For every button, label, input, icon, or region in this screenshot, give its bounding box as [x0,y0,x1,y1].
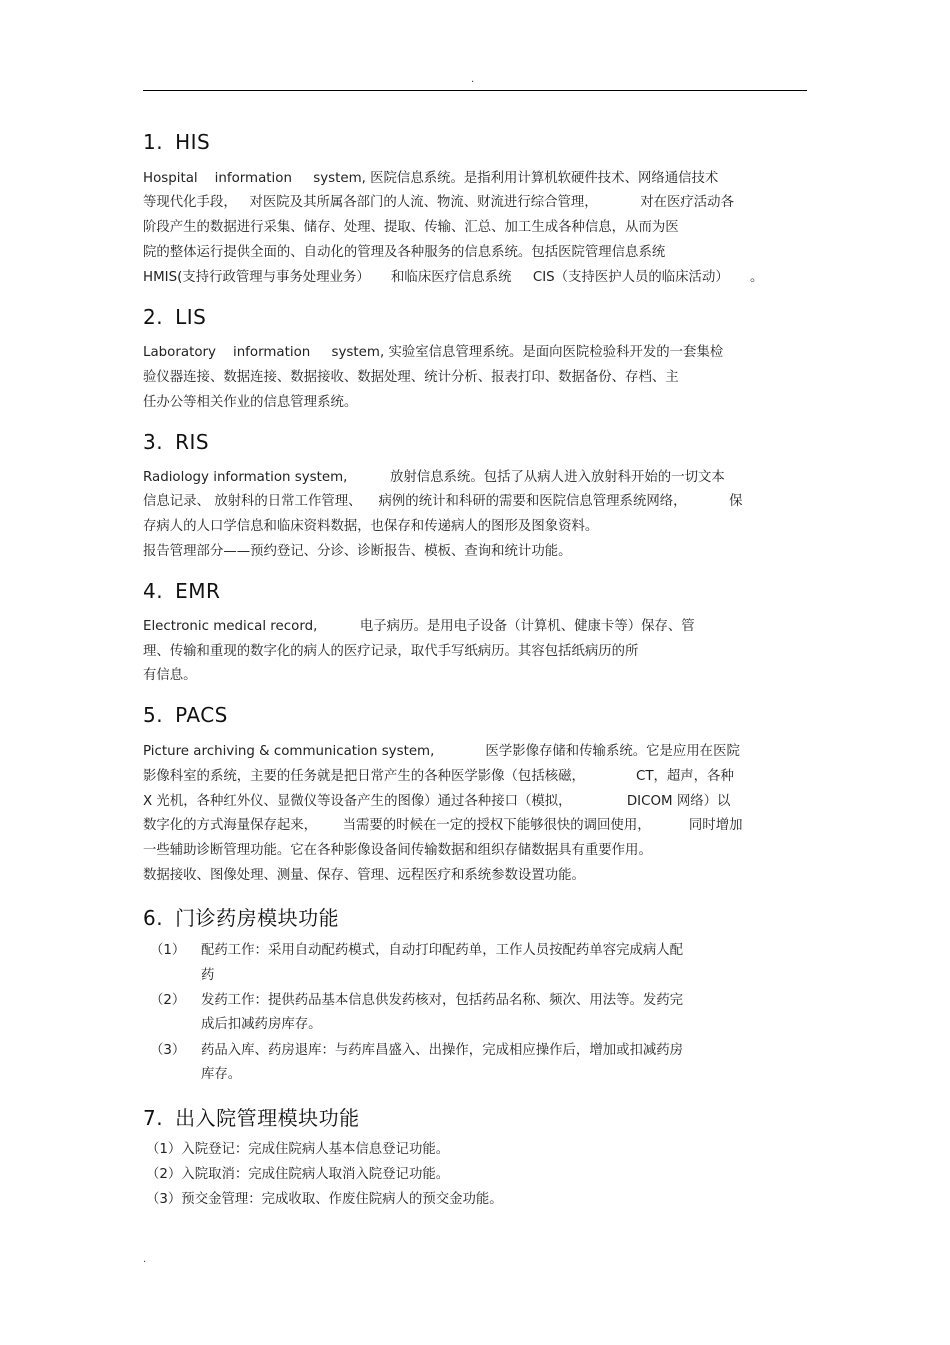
section-number: 1. [143,130,164,154]
paragraph-line: 一些辅助诊断管理功能。它在各种影像设备间传输数据和组织存储数据具有重要作用。 [143,843,652,858]
list-item-line: 配药工作：采用自动配药模式，自动打印配药单，工作人员按配药单容完成病人配 [201,943,684,958]
section-number: 6. [143,906,164,930]
header-dot: . [471,74,475,85]
paragraph-line: X 光机，各种红外仪、显微仪等设备产生的图像）通过各种接口（模拟， DICOM 网络）以 [143,794,731,809]
paragraph-line: 报告管理部分——预约登记、分诊、诊断报告、模板、查询和统计功能。 [143,544,572,559]
header-rule [143,90,807,91]
footer-dot: . [143,1254,147,1265]
section-title: HIS [175,130,211,154]
paragraph-line: 阶段产生的数据进行采集、储存、处理、提取、传输、汇总、加工生成各种信息，从而为医 [143,220,679,235]
paragraph-line: 任办公等相关作业的信息管理系统。 [143,395,358,410]
list-item: （2）入院取消：完成住院病人取消入院登记功能。 [146,1167,450,1182]
section-title: PACS [175,703,228,727]
paragraph-line: 等现代化手段， 对医院及其所属各部门的人流、物流、财流进行综合管理， 对在医疗活动各 [143,195,734,210]
list-item: （3）预交金管理：完成收取、作废住院病人的预交金功能。 [146,1192,503,1207]
section-heading-ris [143,430,209,454]
paragraph-line: 理、传输和重现的数字化的病人的医疗记录，取代手写纸病历。其容包括纸病历的所 [143,644,639,659]
section-number: 2. [143,305,164,329]
section-title: RIS [175,430,210,454]
list-item: （1）入院登记：完成住院病人基本信息登记功能。 [146,1142,450,1157]
list-item-line: 药 [201,968,215,983]
paragraph-line: 信息记录、 放射科的日常工作管理、 病例的统计和科研的需要和医院信息管理系统网络， 保 [143,494,743,509]
section-number: 7. [143,1106,164,1130]
list-item-line: 库存。 [201,1067,242,1082]
paragraph-line: 影像科室的系统，主要的任务就是把日常产生的各种医学影像（包括核磁， CT，超声，各种 [143,769,734,784]
list-item-line: 药品入库、药房退库：与药库昌盛入、出操作，完成相应操作后，增加或扣减药房 [201,1043,684,1058]
paragraph-line: 有信息。 [143,668,197,683]
paragraph-line: Picture archiving & communication system, 医学影像存储和传输系统。它是应用在医院 [143,744,740,759]
section-number: 3. [143,430,164,454]
paragraph-line: 数据接收、图像处理、测量、保存、管理、远程医疗和系统参数设置功能。 [143,868,585,883]
section-heading-outpatient-pharmacy [143,902,339,931]
section-title: 门诊药房模块功能 [175,906,340,930]
list-item-number: （2） [150,993,186,1008]
section-title: 出入院管理模块功能 [175,1106,360,1130]
paragraph-line: Laboratory information system, 实验室信息管理系统。是面向医院检验科开发的一套集检 [143,345,724,360]
paragraph-line: HMIS(支持行政管理与事务处理业务） 和临床医疗信息系统 CIS（支持医护人员的临床活动） 。 [143,270,764,285]
section-number: 5. [143,703,164,727]
paragraph-line: Radiology information system, 放射信息系统。包括了从病人进入放射科开始的一切文本 [143,470,725,485]
list-item-line: 发药工作：提供药品基本信息供发药核对，包括药品名称、频次、用法等。发药完 [201,993,684,1008]
paragraph-line: 验仪器连接、数据连接、数据接收、数据处理、统计分析、报表打印、数据备份、存档、主 [143,370,679,385]
paragraph-line: 院的整体运行提供全面的、自动化的管理及各种服务的信息系统。包括医院管理信息系统 [143,245,666,260]
section-title: EMR [175,579,221,603]
paragraph-line: 存病人的人口学信息和临床资料数据，也保存和传递病人的图形及图象资料。 [143,519,599,534]
section-heading-pacs [143,703,228,727]
paragraph-line: 数字化的方式海量保存起来， 当需要的时候在一定的授权下能够很快的调回使用， 同时增加 [143,818,743,833]
section-heading-lis [143,305,206,329]
list-item-number: （1） [150,943,186,958]
section-title: LIS [175,305,207,329]
section-heading-admission-discharge [143,1102,360,1131]
section-heading-emr [143,579,220,603]
list-item-number: （3） [150,1043,186,1058]
section-heading-his [143,130,210,154]
section-number: 4. [143,579,164,603]
paragraph-line: Electronic medical record, 电子病历。是用电子设备（计算机、健康卡等）保存、管 [143,619,695,634]
list-item-line: 成后扣减药房库存。 [201,1017,322,1032]
paragraph-line: Hospital information system, 医院信息系统。是指利用计算机软硬件技术、网络通信技术 [143,171,719,186]
